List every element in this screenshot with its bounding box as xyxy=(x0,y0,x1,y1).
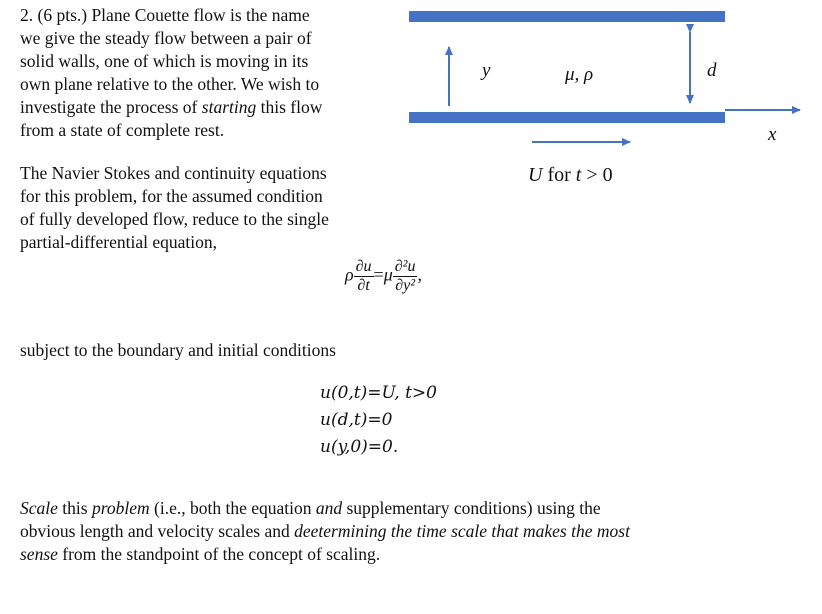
governing-equation xyxy=(345,258,422,295)
conditions-list xyxy=(320,380,437,461)
and-emphasis: and xyxy=(315,498,343,518)
eq-num1: ∂u xyxy=(355,258,372,275)
condition-1: u(0,t)=U, t>0 xyxy=(320,383,437,403)
eq-rho: ρ xyxy=(345,264,354,285)
eq-d2u-dy2 xyxy=(393,258,418,295)
final-line-2 xyxy=(20,520,630,543)
problem-line-2: we give the steady flow between a pair of xyxy=(20,28,312,48)
problem-line-3: solid walls, one of which is moving in its xyxy=(20,51,309,71)
starting-emphasis: starting xyxy=(201,97,257,117)
problem-line-5-text: investigate the process of xyxy=(20,97,198,117)
couette-flow-diagram xyxy=(0,0,822,300)
ns-line-3: of fully developed flow, reduce to the single xyxy=(20,209,329,229)
final-line-2b: deetermining the time scale that makes the most xyxy=(294,521,630,541)
final-line-3 xyxy=(20,543,630,566)
eq-comma: , xyxy=(417,264,422,285)
ns-line-2: for this problem, for the assumed condition xyxy=(20,186,323,206)
label-gt0: > 0 xyxy=(581,164,613,186)
problem-line-1: 2. (6 pts.) Plane Couette flow is the name xyxy=(20,5,310,25)
condition-2: u(d,t)=0 xyxy=(320,410,393,430)
final-line-3-text: from the standpoint of the concept of scaling. xyxy=(57,544,381,564)
problem-line-5-tail: this flow xyxy=(260,97,323,117)
final-this: this xyxy=(57,498,92,518)
label-y: y xyxy=(482,60,491,81)
eq-den2: ∂y² xyxy=(393,276,418,295)
eq-du-dt xyxy=(354,258,374,295)
sense-emphasis: sense xyxy=(20,544,58,564)
eq-den1: ∂t xyxy=(354,276,374,295)
label-U: U xyxy=(528,164,543,186)
final-instructions xyxy=(20,497,630,566)
ns-line-4: partial-differential equation, xyxy=(20,232,217,252)
eq-mu: μ xyxy=(383,264,393,285)
problem-line-4: own plane relative to the other. We wish to xyxy=(20,74,320,94)
eq-equals: = xyxy=(373,264,384,285)
scale-emphasis: Scale xyxy=(20,498,58,518)
label-x: x xyxy=(768,124,777,145)
label-mu-rho: μ, ρ xyxy=(565,64,594,85)
problem-line-6: from a state of complete rest. xyxy=(20,120,225,140)
final-line-2a: obvious length and velocity scales and xyxy=(20,521,295,541)
condition-3: u(y,0)=0. xyxy=(320,437,399,457)
eq-num2: ∂²u xyxy=(394,258,416,275)
final-line-1 xyxy=(20,497,630,520)
subject-text: subject to the boundary and initial conditions xyxy=(20,340,336,360)
navier-stokes-paragraph xyxy=(20,162,329,254)
label-t: t xyxy=(575,164,582,186)
top-wall xyxy=(409,11,725,22)
label-d: d xyxy=(707,60,717,81)
final-part1: (i.e., both the equation xyxy=(149,498,316,518)
label-U-for-t xyxy=(528,164,613,187)
ns-line-1: The Navier Stokes and continuity equations xyxy=(20,163,327,183)
final-part2: supplementary conditions) using the xyxy=(342,498,601,518)
bottom-wall xyxy=(409,112,725,123)
label-for: for xyxy=(542,164,576,186)
problem-emphasis: problem xyxy=(91,498,150,518)
